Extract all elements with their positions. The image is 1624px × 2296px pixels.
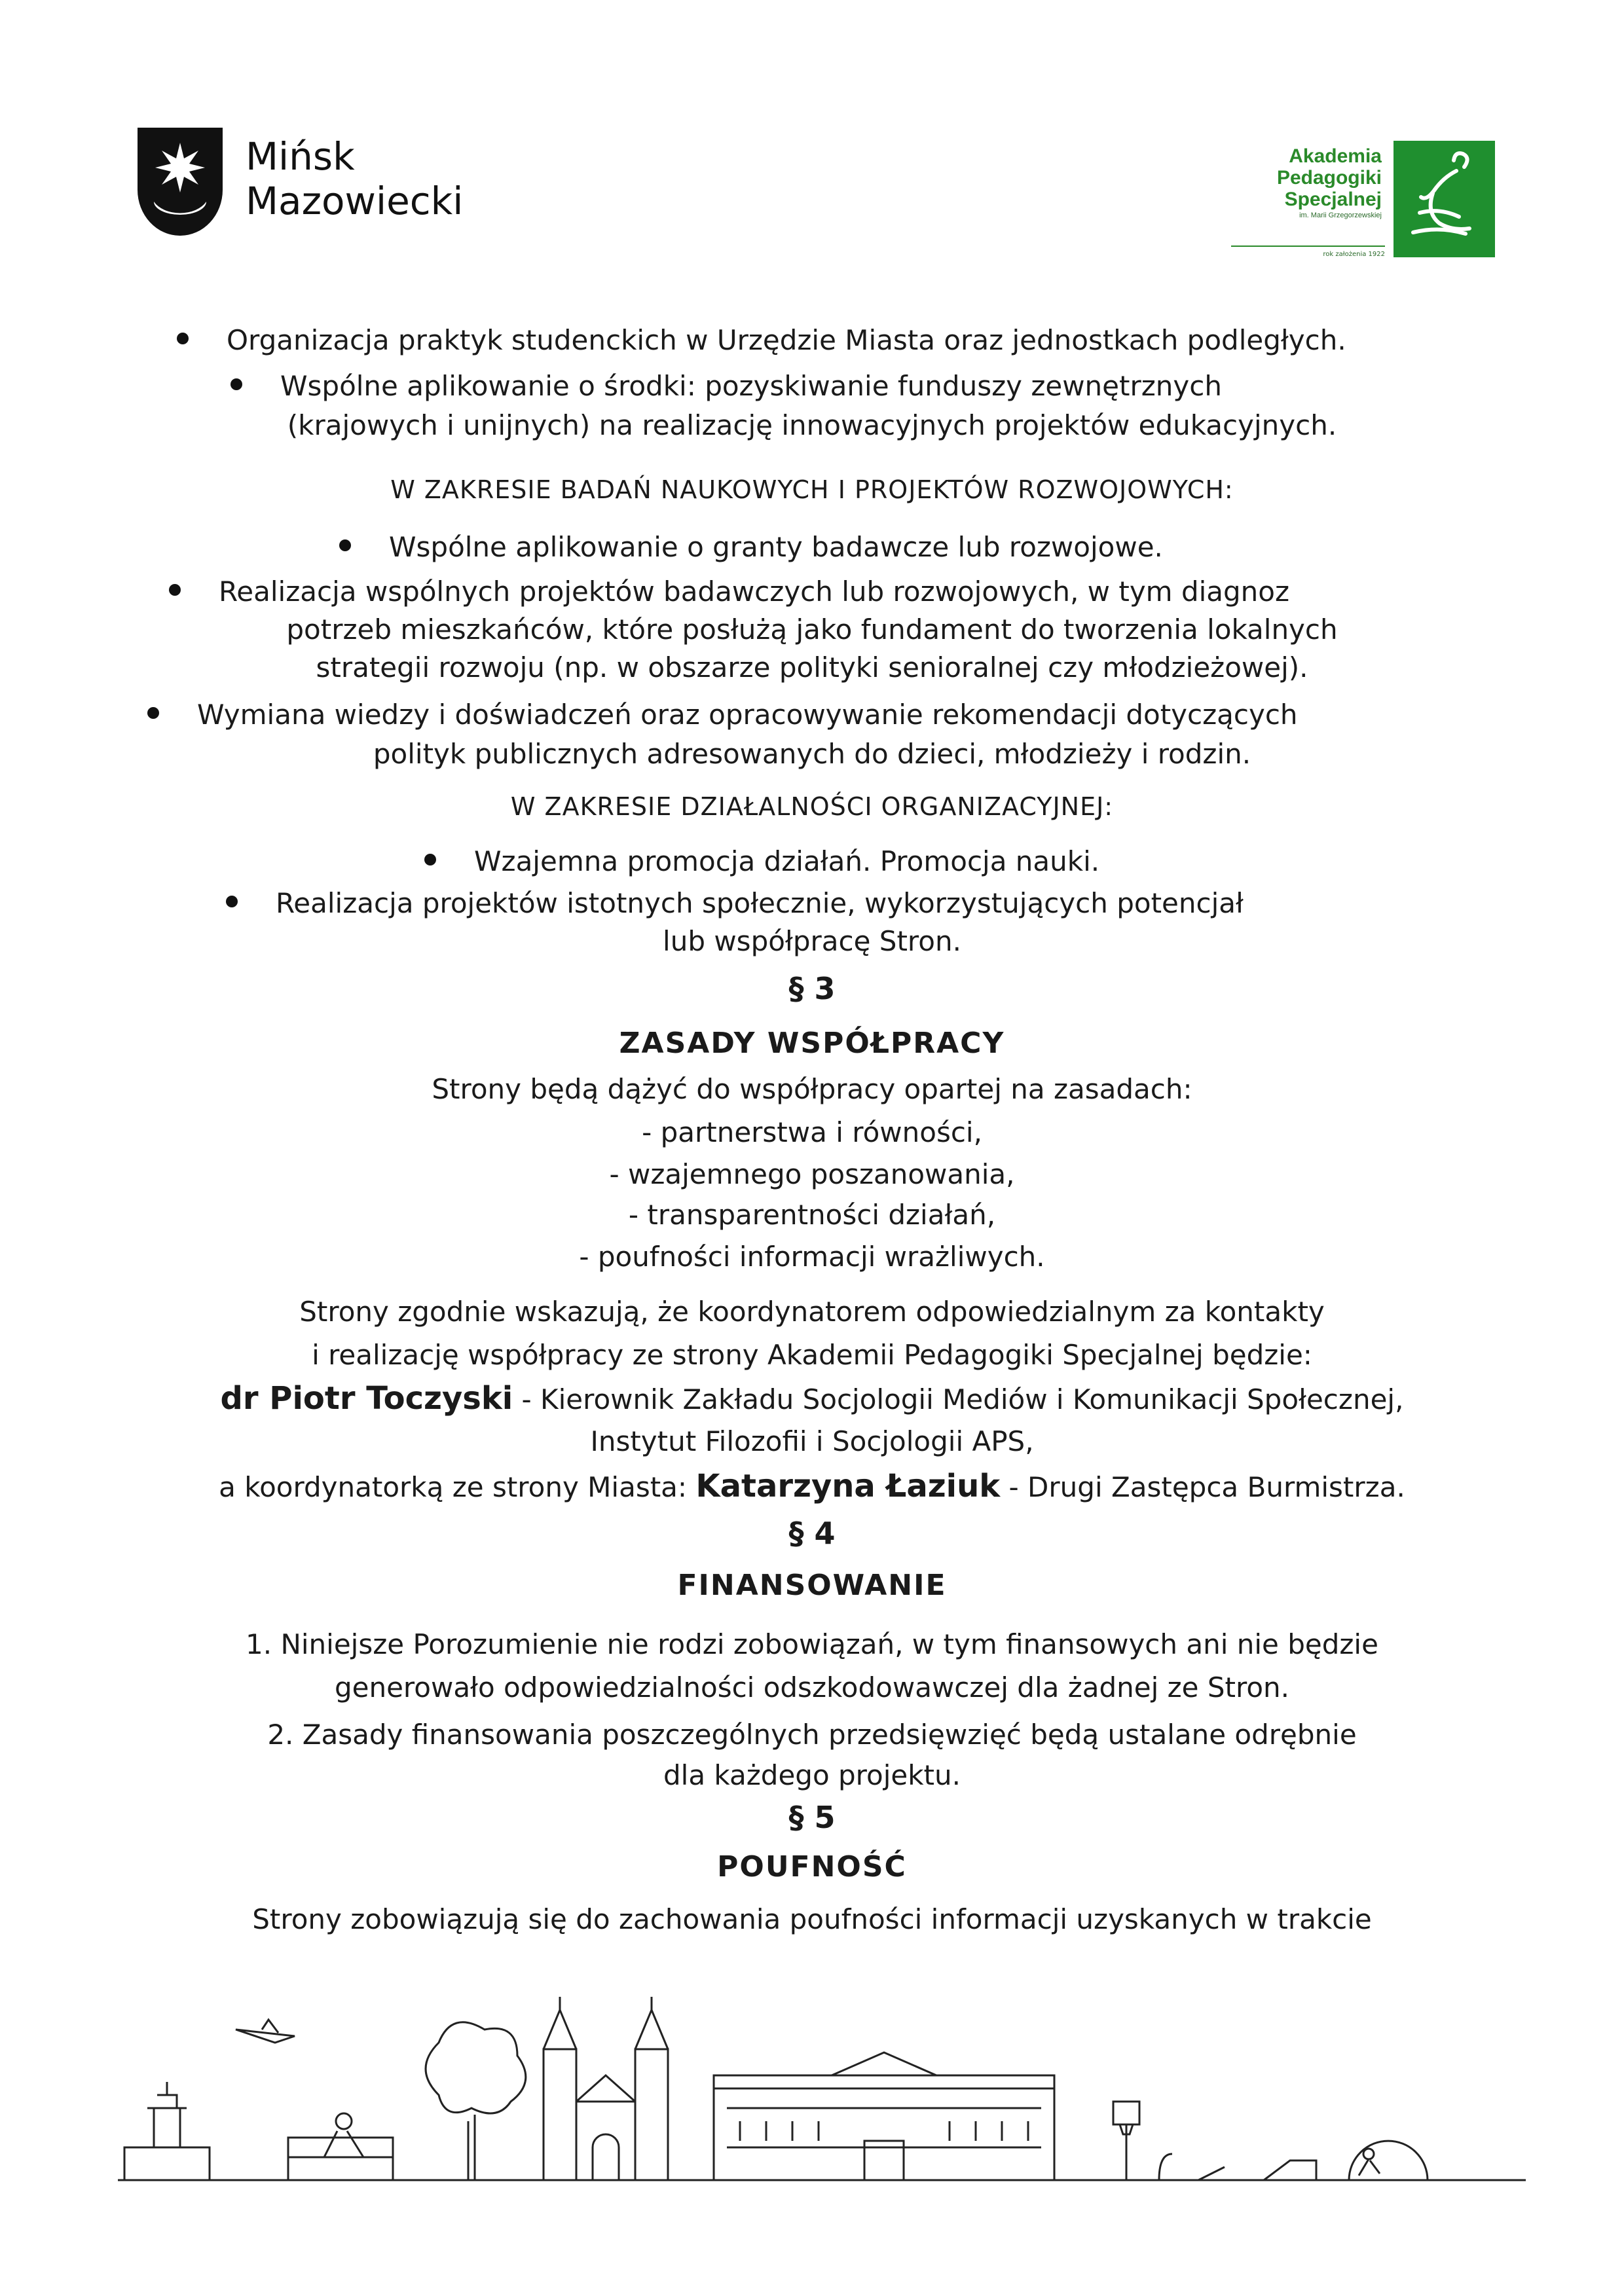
aps-divider: [1231, 246, 1385, 247]
section-title-finansowanie: FINANSOWANIE: [677, 1569, 947, 1602]
tree-drawing: [426, 2022, 526, 2180]
finance-item: 1. Niniejsze Porozumienie nie rodzi zobowiązań, w tym finansowych ani nie będzie: [246, 1628, 1378, 1660]
bullet-item: [169, 575, 1289, 609]
bullet-continuation: (krajowych i unijnych) na realizację innowacyjnych projektów edukacyjnych.: [287, 409, 1337, 441]
aps-name: [1231, 145, 1382, 221]
principles-intro: Strony będą dążyć do współpracy opartej na zasadach:: [432, 1073, 1192, 1105]
section-heading-research: W ZAKRESIE BADAŃ NAUKOWYCH I PROJEKTÓW ROZWOJOWYCH:: [390, 475, 1234, 504]
finance-item: 2. Zasady finansowania poszczególnych przedsięwzięć będą ustalane odrębnie: [267, 1719, 1357, 1751]
coordinator-city-prefix: a koordynatorką ze strony Miasta:: [219, 1471, 696, 1503]
aps-figure-logo: [1393, 141, 1495, 257]
aps-name-line4: im. Marii Grzegorzewskiej: [1299, 211, 1382, 219]
city-skyline-illustration: [111, 1990, 1532, 2187]
bullet-item: [339, 530, 1163, 564]
basketball-hoop-drawing: [1113, 2102, 1139, 2180]
bullet-item: [231, 369, 1222, 403]
bullet-icon: [339, 539, 351, 551]
principle-item: - partnerstwa i równości,: [642, 1116, 982, 1148]
bullet-continuation: potrzeb mieszkańców, które posłużą jako fundament do tworzenia lokalnych: [286, 613, 1338, 646]
bullet-text: Organizacja praktyk studenckich w Urzędzie Miasta oraz jednostkach podległych.: [227, 324, 1346, 356]
bullet-icon: [424, 854, 436, 866]
paragraph-number-5: § 5: [788, 1800, 836, 1835]
city-name: [246, 134, 463, 223]
church-drawing: [544, 1997, 668, 2180]
coordinator-aps-role: - Kierownik Zakładu Socjologii Mediów i Komunikacji Społecznej,: [513, 1383, 1404, 1415]
bullet-continuation: polityk publicznych adresowanych do dzieci, młodzieży i rodzin.: [373, 738, 1251, 770]
section-title-poufnosc: POUFNOŚĆ: [717, 1850, 907, 1884]
skatepark-drawing: [1159, 2141, 1428, 2180]
bullet-icon: [177, 333, 189, 344]
city-name-line2: Mazowiecki: [246, 179, 464, 223]
city-crest-logo: [134, 124, 226, 239]
coordinator-city: [0, 1469, 1624, 1504]
section-title-zasady: ZASADY WSPÓŁPRACY: [619, 1027, 1005, 1060]
paragraph-number-4: § 4: [788, 1516, 836, 1551]
bullet-item: [226, 886, 1244, 920]
bullet-continuation: lub współpracę Stron.: [663, 925, 961, 957]
bullet-item: [424, 845, 1099, 879]
confidentiality-text: Strony zobowiązują się do zachowania poufności informacji uzyskanych w trakcie: [252, 1903, 1372, 1935]
aps-established: rok założenia 1922: [1323, 251, 1385, 258]
coordinator-text: Instytut Filozofii i Socjologii APS,: [590, 1425, 1034, 1457]
aps-name-line2: Pedagogiki: [1276, 167, 1382, 189]
section-heading-organization: W ZAKRESIE DZIAŁALNOŚCI ORGANIZACYJNEJ:: [510, 792, 1114, 821]
bullet-icon: [147, 707, 159, 719]
bullet-text: Realizacja wspólnych projektów badawczych lub rozwojowych, w tym diagnoz: [219, 575, 1290, 608]
bullet-text: Realizacja projektów istotnych społecznie, wykorzystujących potencjał: [276, 887, 1244, 919]
bullet-continuation: strategii rozwoju (np. w obszarze polityki senioralnej czy młodzieżowej).: [316, 651, 1308, 683]
bullet-icon: [231, 378, 242, 390]
paragraph-number-3: § 3: [788, 971, 836, 1006]
principle-item: - transparentności działań,: [628, 1199, 996, 1231]
fountain-drawing: [124, 2082, 210, 2180]
finance-item-continuation: generowało odpowiedzialności odszkodowawczej dla żadnej ze Stron.: [334, 1671, 1290, 1704]
coordinator-city-role: - Drugi Zastępca Burmistrza.: [1000, 1471, 1405, 1503]
palace-drawing: [714, 2052, 1054, 2180]
coordinator-aps: [0, 1381, 1624, 1417]
bullet-text: Wspólne aplikowanie o środki: pozyskiwanie funduszy zewnętrznych: [280, 370, 1222, 402]
aps-name-line1: Akademia: [1289, 145, 1382, 167]
bullet-item: [147, 698, 1298, 732]
bullet-text: Wymiana wiedzy i doświadczeń oraz opracowywanie rekomendacji dotyczących: [197, 699, 1298, 731]
aps-name-line3: Specjalnej: [1284, 189, 1382, 210]
coordinator-text: i realizację współpracy ze strony Akademii Pedagogiki Specjalnej będzie:: [312, 1339, 1312, 1371]
bullet-icon: [169, 584, 181, 596]
bench-drawing: [288, 2113, 393, 2180]
principle-item: - poufności informacji wrażliwych.: [579, 1241, 1045, 1273]
plane-drawing: [236, 2020, 295, 2043]
city-name-line1: Mińsk: [246, 134, 355, 179]
principle-item: - wzajemnego poszanowania,: [609, 1158, 1015, 1190]
bullet-text: Wzajemna promocja działań. Promocja nauki.: [474, 845, 1100, 877]
bullet-text: Wspólne aplikowanie o granty badawcze lub rozwojowe.: [389, 531, 1163, 563]
coordinator-city-name: Katarzyna Łaziuk: [695, 1468, 1001, 1504]
finance-item-continuation: dla każdego projektu.: [663, 1759, 961, 1791]
coordinator-aps-name: dr Piotr Toczyski: [220, 1380, 513, 1417]
coordinator-text: Strony zgodnie wskazują, że koordynatorem odpowiedzialnym za kontakty: [299, 1296, 1325, 1328]
bullet-icon: [226, 896, 238, 907]
bullet-item: [177, 323, 1346, 357]
